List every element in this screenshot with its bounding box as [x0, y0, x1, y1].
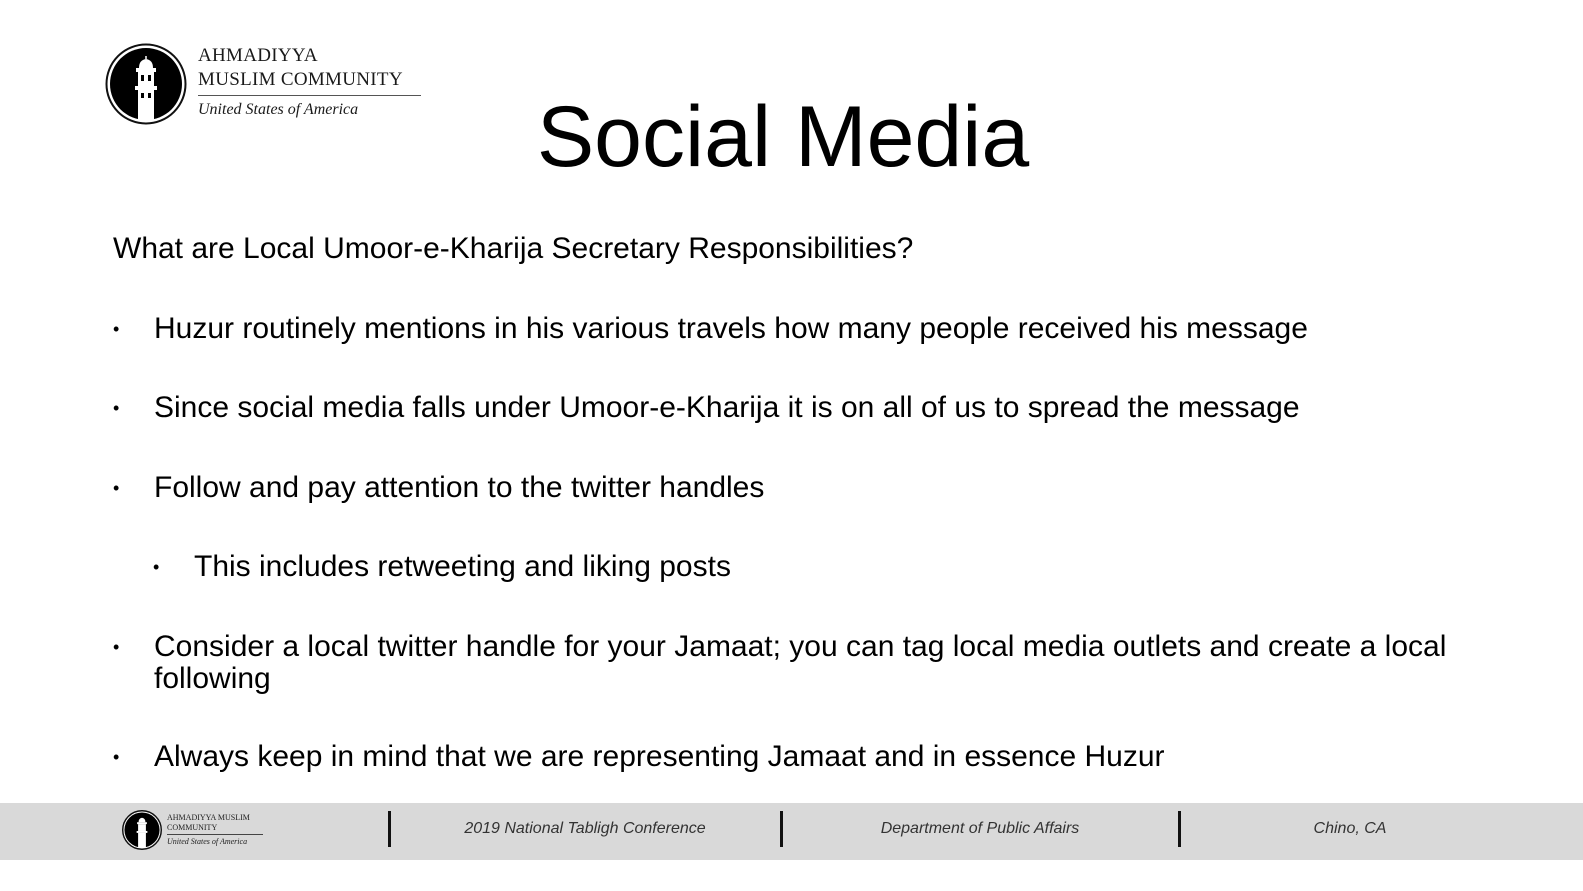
slide-footer — [0, 803, 1583, 860]
footer-department: Department of Public Affairs — [880, 820, 1080, 837]
slide-title: Social Media — [536, 89, 1030, 185]
bullet-marker: • — [153, 557, 160, 577]
bullet-marker: • — [113, 398, 120, 418]
bullet-text: Consider a local twitter handle for your Jamaat; you can tag local media outlets and create a local following — [154, 630, 1447, 695]
footer-separator — [1178, 811, 1181, 847]
bullet-marker: • — [113, 319, 120, 339]
organization-name-line1: AHMADIYYA — [198, 45, 318, 66]
bullet-marker: • — [113, 478, 120, 498]
bullet-text: This includes retweeting and liking posts — [194, 550, 731, 583]
footer-location: Chino, CA — [1313, 820, 1387, 837]
footer-conference: 2019 National Tabligh Conference — [464, 820, 706, 837]
footer-logo-divider — [167, 834, 263, 835]
organization-subtitle: United States of America — [198, 101, 359, 118]
bullet-text: Follow and pay attention to the twitter handles — [154, 471, 765, 504]
bullet-text: Always keep in mind that we are representing Jamaat and in essence Huzur — [154, 740, 1165, 773]
footer-logo-subtitle: United States of America — [167, 837, 248, 846]
footer-logo — [122, 810, 282, 854]
bullet-marker: • — [113, 637, 120, 657]
bullet-text: Huzur routinely mentions in his various travels how many people received his message — [154, 312, 1308, 345]
slide-question: What are Local Umoor-e-Kharija Secretary Responsibilities? — [113, 232, 914, 265]
footer-logo-line1: AHMADIYYA MUSLIM — [167, 813, 250, 822]
bullet-marker: • — [113, 747, 120, 767]
organization-name-line2: MUSLIM COMMUNITY — [198, 69, 403, 90]
bullet-text: Since social media falls under Umoor-e-Kharija it is on all of us to spread the message — [154, 391, 1300, 424]
footer-separator — [780, 811, 783, 847]
footer-logo-line2: COMMUNITY — [167, 823, 218, 832]
footer-separator — [388, 811, 391, 847]
minaret-emblem-icon — [122, 810, 162, 850]
